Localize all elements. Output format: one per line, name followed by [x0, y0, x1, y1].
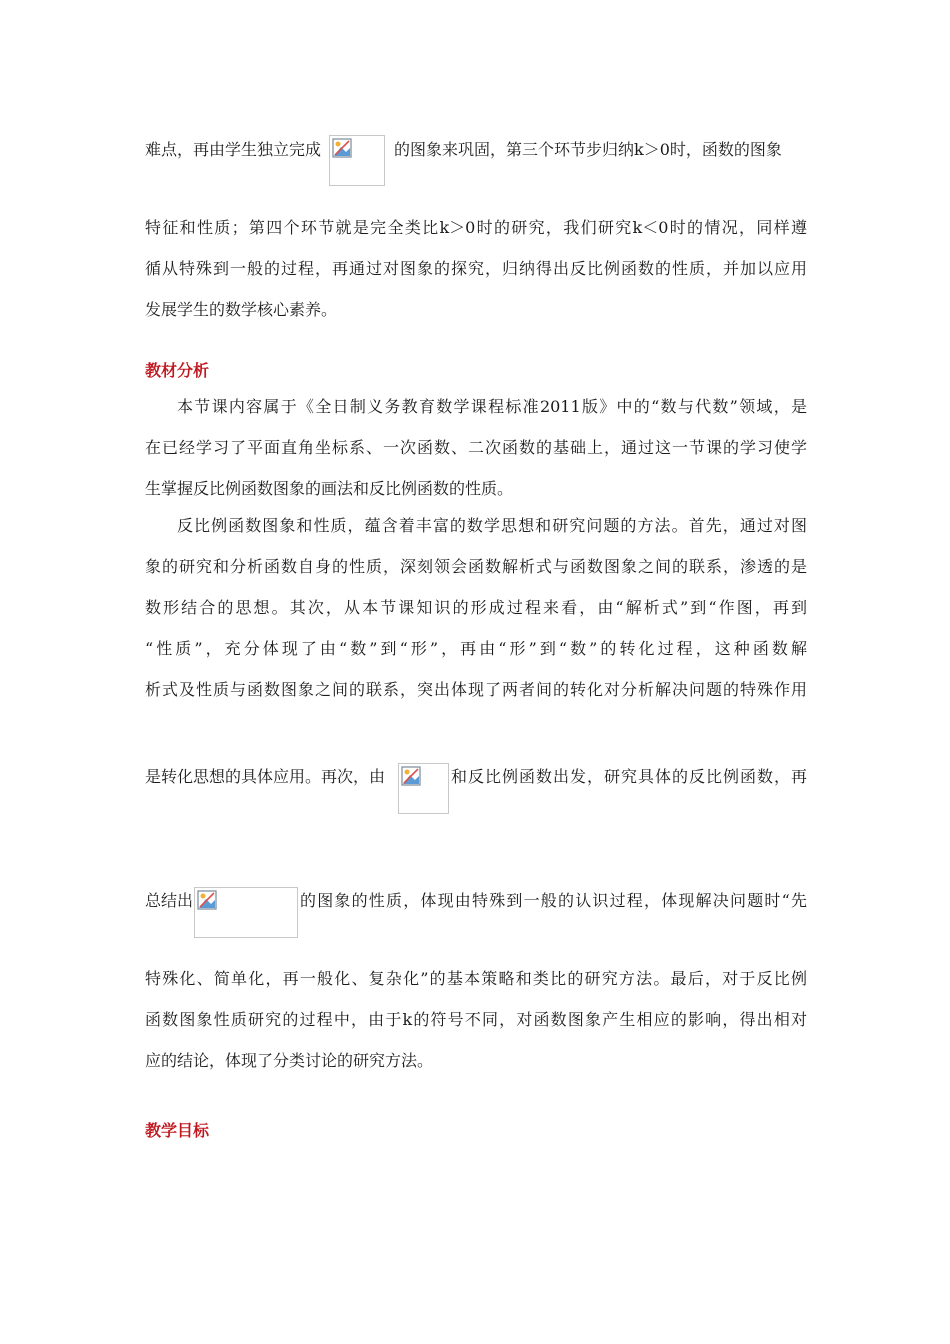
text-span: 析式及性质与函数图象之间的联系，突出体现了两者间的转化对分析解决问题的特殊作用: [145, 680, 807, 699]
paragraph-line: [145, 300, 807, 320]
paragraph-line: [145, 1010, 807, 1030]
paragraph-line: [145, 438, 807, 458]
text-span: 循从特殊到一般的过程，再通过对图象的探究，归纳得出反比例函数的性质，并加以应用: [145, 259, 807, 278]
paragraph-line: [145, 598, 807, 618]
paragraph-line: [300, 891, 807, 911]
paragraph-line: [145, 680, 807, 700]
formula-image: [398, 763, 449, 814]
paragraph-line: [145, 218, 807, 238]
text-span: 函数图象性质研究的过程中，由于k的符号不同，对函数图象产生相应的影响，得出相对: [145, 1010, 807, 1029]
section-heading: 教材分析: [145, 361, 210, 380]
text-span: 生掌握反比例函数图象的画法和反比例函数的性质。: [145, 479, 514, 498]
text-span: 本节课内容属于《全日制义务教育数学课程标准2011版》中的“数与代数”领域，是: [177, 397, 807, 416]
text-span: 数形结合的思想。其次，从本节课知识的形成过程来看，由“解析式”到“作图，再到: [145, 598, 807, 617]
text-span: 的图象的性质，体现由特殊到一般的认识过程，体现解决问题时“先: [300, 891, 807, 910]
text-span: 和反比例函数出发，研究具体的反比例函数，再: [451, 767, 807, 786]
text-span: 难点，再由学生独立完成: [145, 140, 322, 159]
paragraph-line: [451, 767, 807, 787]
text-span: “性质”，充分体现了由“数”到“形”，再由“形”到“数”的转化过程，这种函数解: [145, 639, 807, 658]
formula-image: [329, 135, 385, 186]
text-span: 发展学生的数学核心素养。: [145, 300, 338, 319]
paragraph-line: [394, 140, 807, 160]
paragraph-line: [145, 969, 807, 989]
paragraph-line: [145, 516, 807, 536]
text-span: 是转化思想的具体应用。再次，由: [145, 767, 386, 786]
paragraph-line: [145, 767, 405, 787]
formula-image: [194, 887, 298, 938]
text-span: 总结出: [145, 891, 194, 910]
text-span: 的图象来巩固，第三个环节步归纳k＞0时，函数的图象: [394, 140, 782, 159]
text-span: 在已经学习了平面直角坐标系、一次函数、二次函数的基础上，通过这一节课的学习使学: [145, 438, 807, 457]
section-heading: 教学目标: [145, 1121, 210, 1140]
text-span: 特征和性质；第四个环节就是完全类比k＞0时的研究，我们研究k＜0时的情况，同样遵: [145, 218, 807, 237]
broken-image-icon: [401, 766, 421, 786]
paragraph-line: [145, 639, 807, 659]
paragraph-line: [145, 1051, 807, 1071]
text-span: 应的结论，体现了分类讨论的研究方法。: [145, 1051, 434, 1070]
broken-image-icon: [332, 138, 352, 158]
paragraph-line: [145, 259, 807, 279]
text-span: 特殊化、简单化，再一般化、复杂化”的基本策略和类比的研究方法。最后，对于反比例: [145, 969, 807, 988]
paragraph-line: [145, 397, 807, 417]
text-span: 象的研究和分析函数自身的性质，深刻领会函数解析式与函数图象之间的联系，渗透的是: [145, 557, 807, 576]
paragraph-line: [145, 479, 807, 499]
paragraph-line: [145, 557, 807, 577]
broken-image-icon: [197, 890, 217, 910]
text-span: 反比例函数图象和性质，蕴含着丰富的数学思想和研究问题的方法。首先，通过对图: [177, 516, 807, 535]
